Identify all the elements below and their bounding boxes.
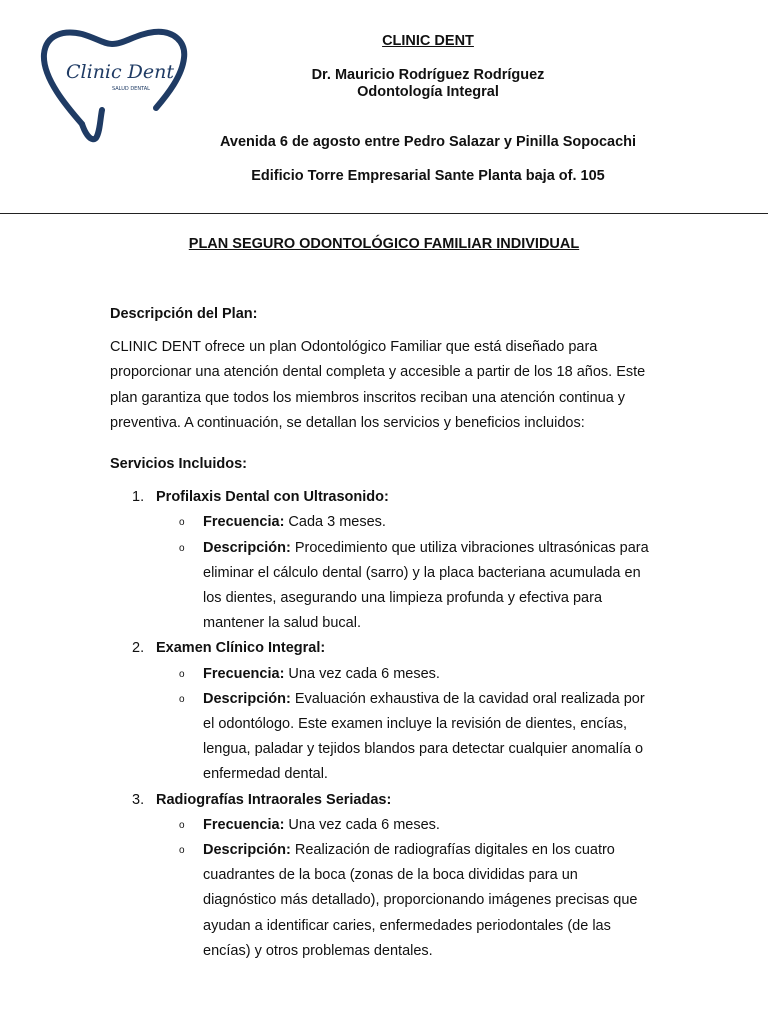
tooth-logo-icon [38, 28, 188, 148]
services-list [110, 485, 655, 964]
logo-subtext: SALUD DENTAL [112, 86, 150, 92]
frequency-label: Frecuencia: [203, 665, 285, 682]
description-text: CLINIC DENT ofrece un plan Odontológico Familiar que está diseñado para proporcionar una atención dental completa y accesible a partir de los 18 años. Este plan garantiza que todos los miembros inscritos reciban una atención continua y preventiva. A continuación, se detallan los servicios y beneficios incluidos: [110, 339, 646, 431]
description-value: Procedimiento que utiliza vibraciones ultrasónicas para eliminar el cálculo dental (sarro) y la placa bacteriana acumulada en los dientes, asegurando una limpieza profunda y efectiva para mantener la salud bucal. [203, 539, 649, 632]
address-line-1: Avenida 6 de agosto entre Pedro Salazar y Pinilla Sopocachi [219, 134, 637, 150]
description-item [156, 687, 655, 788]
bullet-icon: o [179, 693, 185, 705]
plan-title: PLAN SEGURO ODONTOLÓGICO FAMILIAR INDIVIDUAL [188, 236, 580, 252]
frequency-item [156, 510, 655, 535]
frequency-label: Frecuencia: [203, 816, 285, 833]
service-details [156, 662, 655, 788]
description-label: Descripción: [203, 842, 291, 859]
clinic-logo [38, 28, 188, 148]
description-item [156, 536, 655, 637]
bullet-icon: o [179, 668, 185, 680]
description-item [156, 838, 655, 964]
service-item [110, 788, 655, 964]
service-number: 1. [132, 489, 145, 506]
document-body [110, 302, 655, 964]
doctor-name: Dr. Mauricio Rodríguez Rodríguez [311, 67, 545, 83]
frequency-value: Una vez cada 6 meses. [284, 816, 440, 833]
service-details [156, 510, 655, 636]
description-label: Descripción: [203, 690, 291, 707]
frequency-item [156, 662, 655, 687]
clinic-name: CLINIC DENT [382, 33, 474, 49]
service-name: Profilaxis Dental con Ultrasonido: [156, 489, 389, 506]
frequency-value: Cada 3 meses. [284, 514, 386, 531]
service-number: 3. [132, 791, 145, 808]
bullet-icon: o [179, 542, 185, 554]
service-name: Examen Clínico Integral: [156, 640, 326, 657]
bullet-icon: o [179, 517, 185, 529]
description-value: Realización de radiografías digitales en los cuatro cuadrantes de la boca (zonas de la boca divididas para un diagnóstico más detallado), proporcionando imágenes precisas que ayudan a identificar caries, enfermedades periodontales (de las encías) y otros problemas dentales. [203, 842, 638, 959]
service-item [110, 636, 655, 787]
frequency-value: Una vez cada 6 meses. [284, 665, 440, 682]
description-label: Descripción: [203, 539, 291, 556]
logo-script-text: Clinic Dent [66, 61, 175, 83]
service-item [110, 485, 655, 636]
bullet-icon: o [179, 845, 185, 857]
service-number: 2. [132, 640, 145, 657]
description-value: Evaluación exhaustiva de la cavidad oral realizada por el odontólogo. Este examen incluye la revisión de dientes, encías, lengua, paladar y tejidos blandos para detectar cualquier anomalía o enfermedad dental. [203, 690, 645, 783]
specialty: Odontología Integral [357, 84, 499, 100]
bullet-icon: o [179, 819, 185, 831]
service-name: Radiografías Intraorales Seriadas: [156, 791, 392, 808]
header-divider [0, 213, 768, 214]
address-line-2: Edificio Torre Empresarial Sante Planta baja of. 105 [251, 168, 605, 184]
services-heading: Servicios Incluidos: [110, 456, 247, 473]
frequency-label: Frecuencia: [203, 514, 285, 531]
description-heading: Descripción del Plan: [110, 306, 258, 322]
service-details [156, 813, 655, 964]
frequency-item [156, 813, 655, 838]
